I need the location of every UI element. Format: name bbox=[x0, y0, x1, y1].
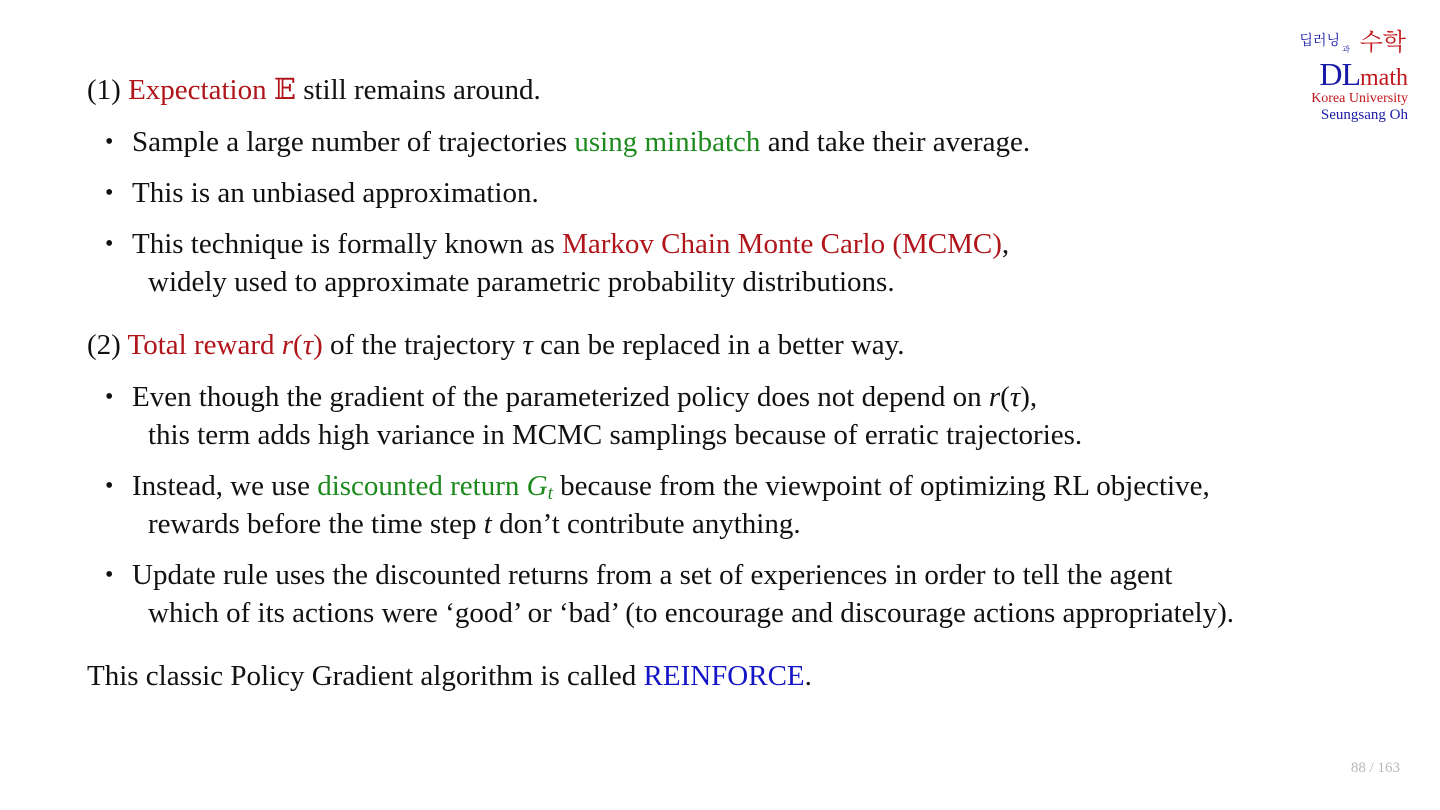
section-1-bullets bbox=[87, 123, 1377, 301]
bullet-text: because from the viewpoint of optimizing RL objective, bbox=[552, 470, 1210, 502]
bullet-high-variance bbox=[87, 378, 1377, 454]
bullet-text: Update rule uses the discounted returns from a set of experiences in order to tell the agent bbox=[132, 559, 1173, 591]
section-2-bullets bbox=[87, 378, 1377, 632]
bullet-continuation bbox=[132, 505, 1377, 543]
tau-symbol: τ bbox=[1009, 381, 1021, 413]
tau-symbol: τ bbox=[302, 329, 314, 361]
reward-symbol: r bbox=[988, 381, 1001, 413]
section-1-rest: still remains around. bbox=[295, 74, 541, 106]
total-reward-word: Total reward bbox=[127, 329, 282, 361]
paren: ( bbox=[293, 329, 303, 361]
logo-author: Seungsang Oh bbox=[1320, 107, 1408, 123]
expectation-symbol: 𝔼 bbox=[273, 74, 296, 106]
bullet-continuation: this term adds high variance in MCMC samplings because of erratic trajectories. bbox=[148, 419, 1083, 451]
section-2-text: can be replaced in a better way. bbox=[532, 329, 905, 361]
bullet-text: This technique is formally known as bbox=[132, 228, 563, 260]
return-symbol: G bbox=[526, 470, 548, 502]
time-symbol: t bbox=[483, 508, 492, 540]
bullet-continuation: which of its actions were ‘good’ or ‘bad’ (to encourage and discourage actions appropriately). bbox=[148, 597, 1235, 629]
paren: ), bbox=[1020, 381, 1038, 413]
logo-deep-learning-korean: 딥러닝 bbox=[1299, 33, 1340, 49]
bullet-text: don’t contribute anything. bbox=[491, 508, 801, 540]
bullet-minibatch bbox=[87, 123, 1377, 161]
conclusion bbox=[87, 656, 1377, 696]
tau-symbol: τ bbox=[522, 329, 533, 361]
bullet-text: Instead, we use bbox=[132, 470, 318, 502]
slide-content bbox=[87, 70, 1377, 696]
paren: ) bbox=[313, 329, 323, 361]
bullet-continuation: widely used to approximate parametric probability distributions. bbox=[148, 266, 895, 298]
bullet-highlight bbox=[317, 470, 553, 502]
conclusion-text: . bbox=[804, 660, 812, 692]
section-2-highlight bbox=[128, 329, 323, 361]
paren: ( bbox=[1000, 381, 1010, 413]
section-1-highlight bbox=[128, 74, 296, 106]
logo-dl: DL bbox=[1319, 56, 1360, 92]
bullet-text: Sample a large number of trajectories bbox=[132, 126, 575, 158]
reinforce-highlight: REINFORCE bbox=[643, 660, 805, 692]
bullet-highlight: using minibatch bbox=[574, 126, 761, 158]
bullet-text: and take their average. bbox=[760, 126, 1031, 158]
logo-korean-title bbox=[1268, 30, 1408, 58]
bullet-update-rule bbox=[87, 556, 1377, 632]
section-1-heading bbox=[87, 70, 1377, 110]
bullet-highlight: Markov Chain Monte Carlo (MCMC) bbox=[562, 228, 1002, 260]
bullet-text: Even though the gradient of the parameterized policy does not depend on bbox=[132, 381, 989, 413]
logo-and-korean: 과 bbox=[1342, 45, 1350, 54]
page-number: 88 / 163 bbox=[1350, 760, 1400, 776]
section-2-heading bbox=[87, 325, 1377, 365]
bullet-mcmc bbox=[87, 225, 1377, 301]
bullet-discounted-return bbox=[87, 467, 1377, 543]
reward-symbol: r bbox=[281, 329, 294, 361]
section-2-text: of the trajectory bbox=[322, 329, 523, 361]
expectation-word: Expectation bbox=[128, 74, 267, 106]
bullet-text: rewards before the time step bbox=[148, 508, 484, 540]
logo-math: math bbox=[1360, 65, 1408, 91]
discounted-return-word: discounted return bbox=[317, 470, 527, 502]
bullet-unbiased bbox=[87, 174, 1377, 212]
logo-university: Korea University bbox=[1311, 91, 1408, 106]
bullet-text: This is an unbiased approximation. bbox=[132, 177, 539, 209]
return-subscript: t bbox=[547, 483, 553, 504]
conclusion-text: This classic Policy Gradient algorithm is called bbox=[87, 660, 644, 692]
section-2-number: (2) bbox=[87, 329, 128, 361]
section-1-number: (1) bbox=[87, 74, 129, 106]
bullet-text: , bbox=[1001, 228, 1010, 260]
logo-math-korean: 수학 bbox=[1359, 28, 1406, 56]
